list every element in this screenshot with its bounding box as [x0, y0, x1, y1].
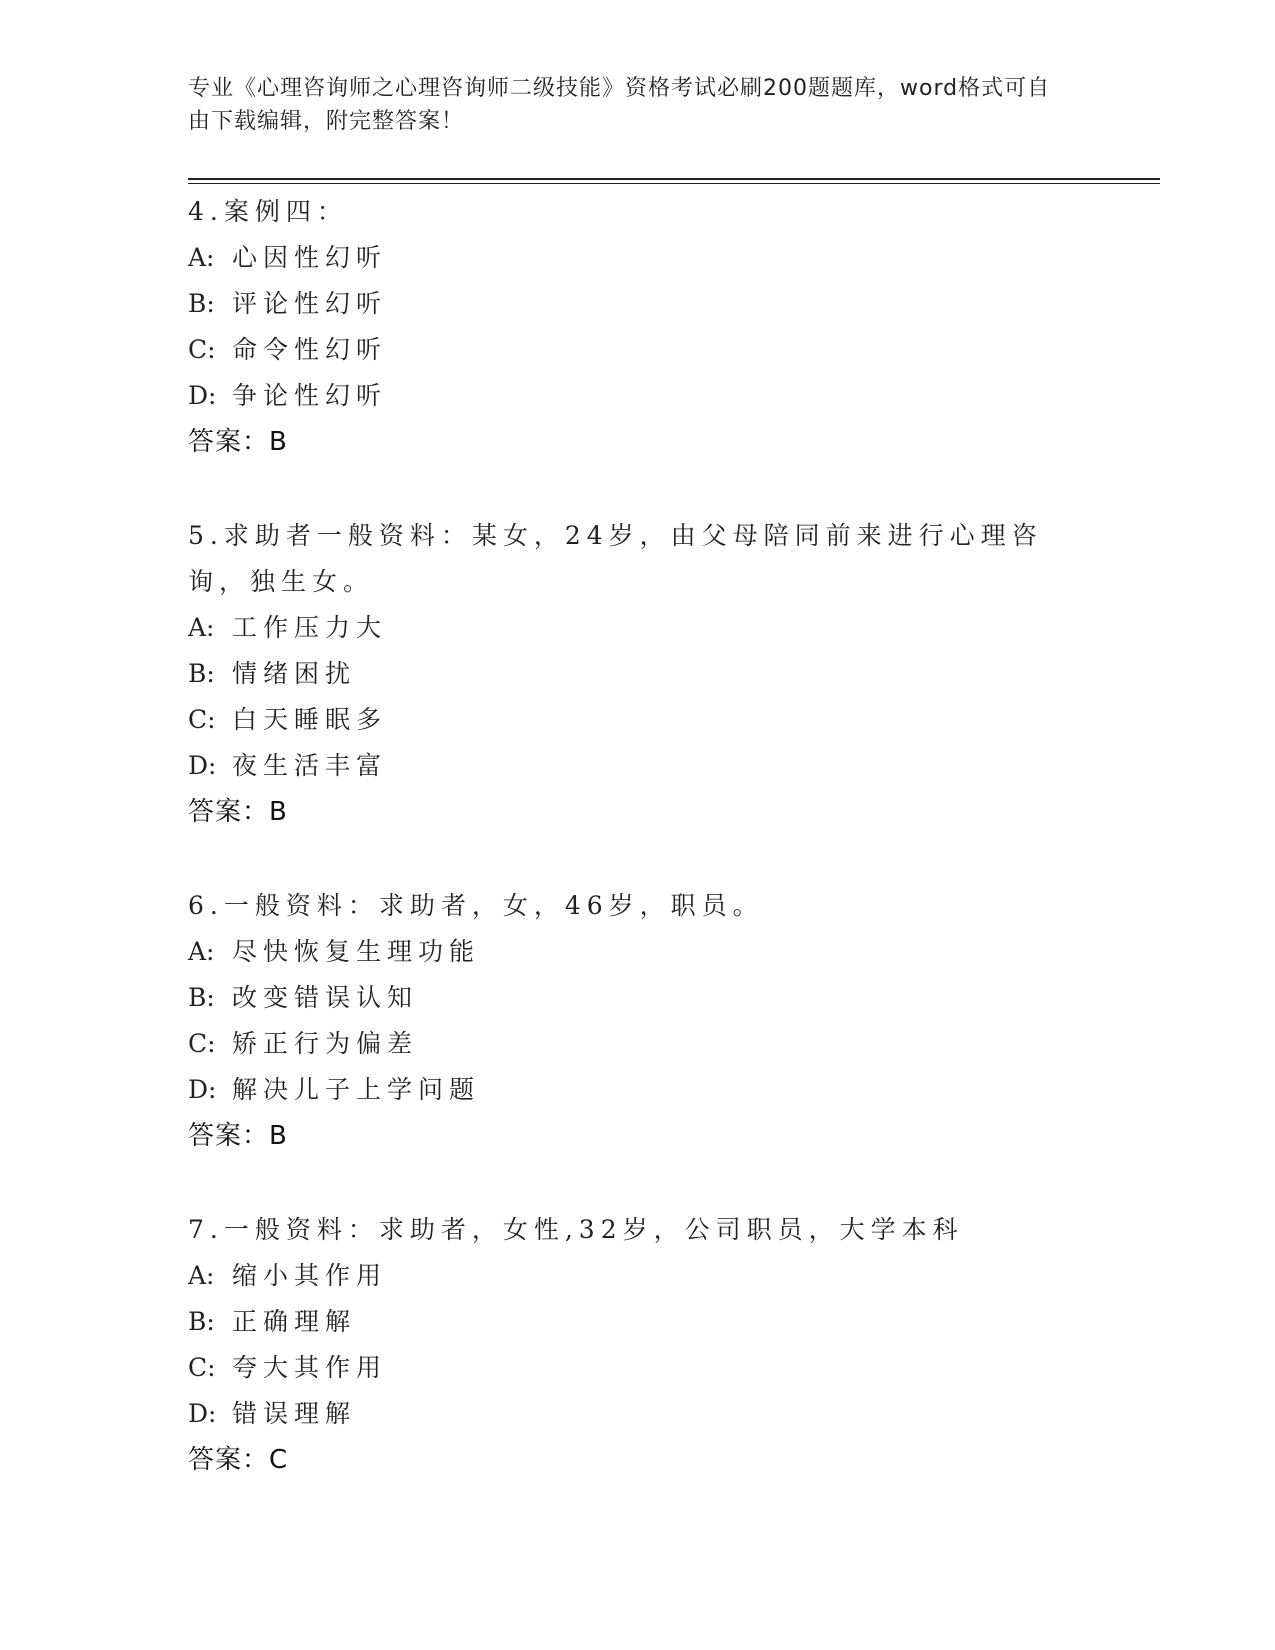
- option-text: 矫正行为偏差: [232, 1029, 419, 1058]
- option-text: 错误理解: [232, 1399, 357, 1428]
- option-letter: A:: [188, 243, 215, 272]
- option-b: [188, 281, 1088, 327]
- question-5: [188, 513, 1088, 835]
- option-letter: B:: [188, 1307, 215, 1336]
- question-stem: 5.求助者一般资料：某女，24岁，由父母陪同前来进行心理咨询，独生女。: [188, 521, 1043, 596]
- option-c: [188, 1345, 1088, 1391]
- option-d: [188, 743, 1088, 789]
- option-letter: A:: [188, 613, 215, 642]
- option-letter: C:: [188, 705, 216, 734]
- question-4: [188, 189, 1088, 465]
- question-7: [188, 1207, 1088, 1483]
- option-text: 争论性幻听: [232, 381, 388, 410]
- option-a: [188, 929, 1088, 975]
- question-stem: 6.一般资料：求助者，女，46岁，职员。: [188, 891, 764, 920]
- question-list: [188, 189, 1088, 1531]
- option-text: 正确理解: [232, 1307, 357, 1336]
- option-text: 心因性幻听: [232, 243, 388, 272]
- option-letter: C:: [188, 1353, 216, 1382]
- question-stem: 7.一般资料：求助者，女性,32岁，公司职员，大学本科: [188, 1215, 964, 1244]
- answer-line: 答案：B: [188, 797, 288, 827]
- option-d: [188, 373, 1088, 419]
- header-divider: [188, 178, 1160, 184]
- answer-line: 答案：B: [188, 427, 288, 457]
- option-text: 缩小其作用: [232, 1261, 388, 1290]
- option-letter: B:: [188, 289, 215, 318]
- option-a: [188, 235, 1088, 281]
- option-letter: C:: [188, 335, 216, 364]
- answer-line: 答案：C: [188, 1445, 289, 1475]
- option-letter: D:: [188, 1399, 217, 1428]
- option-b: [188, 651, 1088, 697]
- option-text: 尽快恢复生理功能: [232, 937, 481, 966]
- option-c: [188, 697, 1088, 743]
- option-b: [188, 975, 1088, 1021]
- option-text: 夜生活丰富: [232, 751, 388, 780]
- answer-line: 答案：B: [188, 1121, 288, 1151]
- option-d: [188, 1391, 1088, 1437]
- option-text: 情绪困扰: [232, 659, 357, 688]
- option-text: 改变错误认知: [232, 983, 419, 1012]
- option-c: [188, 327, 1088, 373]
- option-a: [188, 1253, 1088, 1299]
- option-text: 工作压力大: [232, 613, 388, 642]
- option-text: 评论性幻听: [232, 289, 388, 318]
- option-letter: A:: [188, 937, 215, 966]
- document-header: 专业《心理咨询师之心理咨询师二级技能》资格考试必刷200题题库，word格式可自由下载编辑，附完整答案！: [188, 76, 1051, 134]
- option-letter: D:: [188, 381, 217, 410]
- option-a: [188, 605, 1088, 651]
- option-letter: D:: [188, 1075, 217, 1104]
- option-d: [188, 1067, 1088, 1113]
- option-letter: B:: [188, 659, 215, 688]
- option-c: [188, 1021, 1088, 1067]
- option-letter: D:: [188, 751, 217, 780]
- option-letter: C:: [188, 1029, 216, 1058]
- option-text: 白天睡眠多: [232, 705, 388, 734]
- option-text: 解决儿子上学问题: [232, 1075, 481, 1104]
- option-text: 夸大其作用: [232, 1353, 388, 1382]
- question-stem: 4.案例四：: [188, 197, 348, 226]
- option-letter: B:: [188, 983, 215, 1012]
- option-text: 命令性幻听: [232, 335, 388, 364]
- question-6: [188, 883, 1088, 1159]
- option-b: [188, 1299, 1088, 1345]
- option-letter: A:: [188, 1261, 215, 1290]
